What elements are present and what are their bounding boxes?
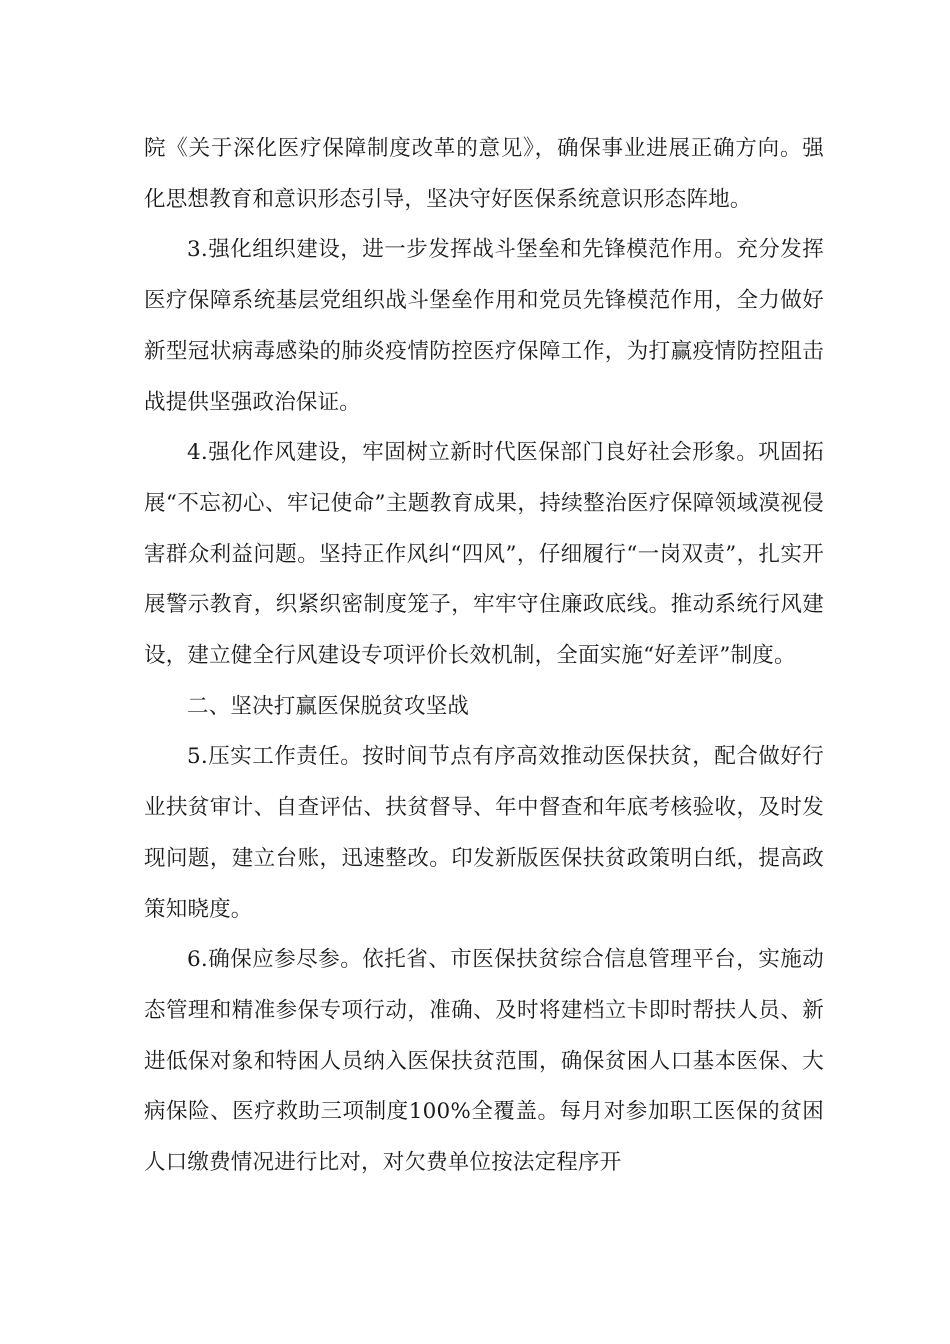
paragraph-item-4-conduct: 4.强化作风建设，牢固树立新时代医保部门良好社会形象。巩固拓展“不忘初心、牢记使命”主题教育成果，持续整治医疗保障领域漠视侵害群众利益问题。坚持正作风纠“四风”，仔细履行“一岗双责”，扎实开展警示教育，织紧织密制度笼子，牢牢守住廉政底线。推动系统行风建设，建立健全行风建设专项评价长效机制，全面实施“好差评”制度。 bbox=[144, 440, 824, 669]
paragraph-item-6-enrollment: 6.确保应参尽参。依托省、市医保扶贫综合信息管理平台，实施动态管理和精准参保专项行动，准确、及时将建档立卡即时帮扶人员、新进低保对象和特困人员纳入医保扶贫范围，确保贫困人口基本医保、大病保险、医疗救助三项制度100%全覆盖。每月对参加职工医保的贫困人口缴费情况进行比对，对欠费单位按法定程序开 bbox=[144, 947, 824, 1176]
paragraph-item-3-organization: 3.强化组织建设，进一步发挥战斗堡垒和先锋模范作用。充分发挥医疗保障系统基层党组织战斗堡垒作用和党员先锋模范作用，全力做好新型冠状病毒感染的肺炎疫情防控医疗保障工作，为打赢疫情防控阻击战提供坚强政治保证。 bbox=[144, 237, 824, 415]
section-heading-poverty: 二、坚决打赢医保脱贫攻坚战 bbox=[187, 693, 470, 719]
paragraph-opinion-continuation: 院《关于深化医疗保障制度改革的意见》，确保事业进展正确方向。强化思想教育和意识形态引导，坚决守好医保系统意识形态阵地。 bbox=[144, 136, 824, 212]
document-body bbox=[144, 124, 824, 1189]
paragraph-item-5-responsibility: 5.压实工作责任。按时间节点有序高效推动医保扶贫，配合做好行业扶贫审计、自查评估、扶贫督导、年中督查和年底考核验收，及时发现问题，建立台账，迅速整改。印发新版医保扶贫政策明白纸，提高政策知晓度。 bbox=[144, 744, 824, 922]
